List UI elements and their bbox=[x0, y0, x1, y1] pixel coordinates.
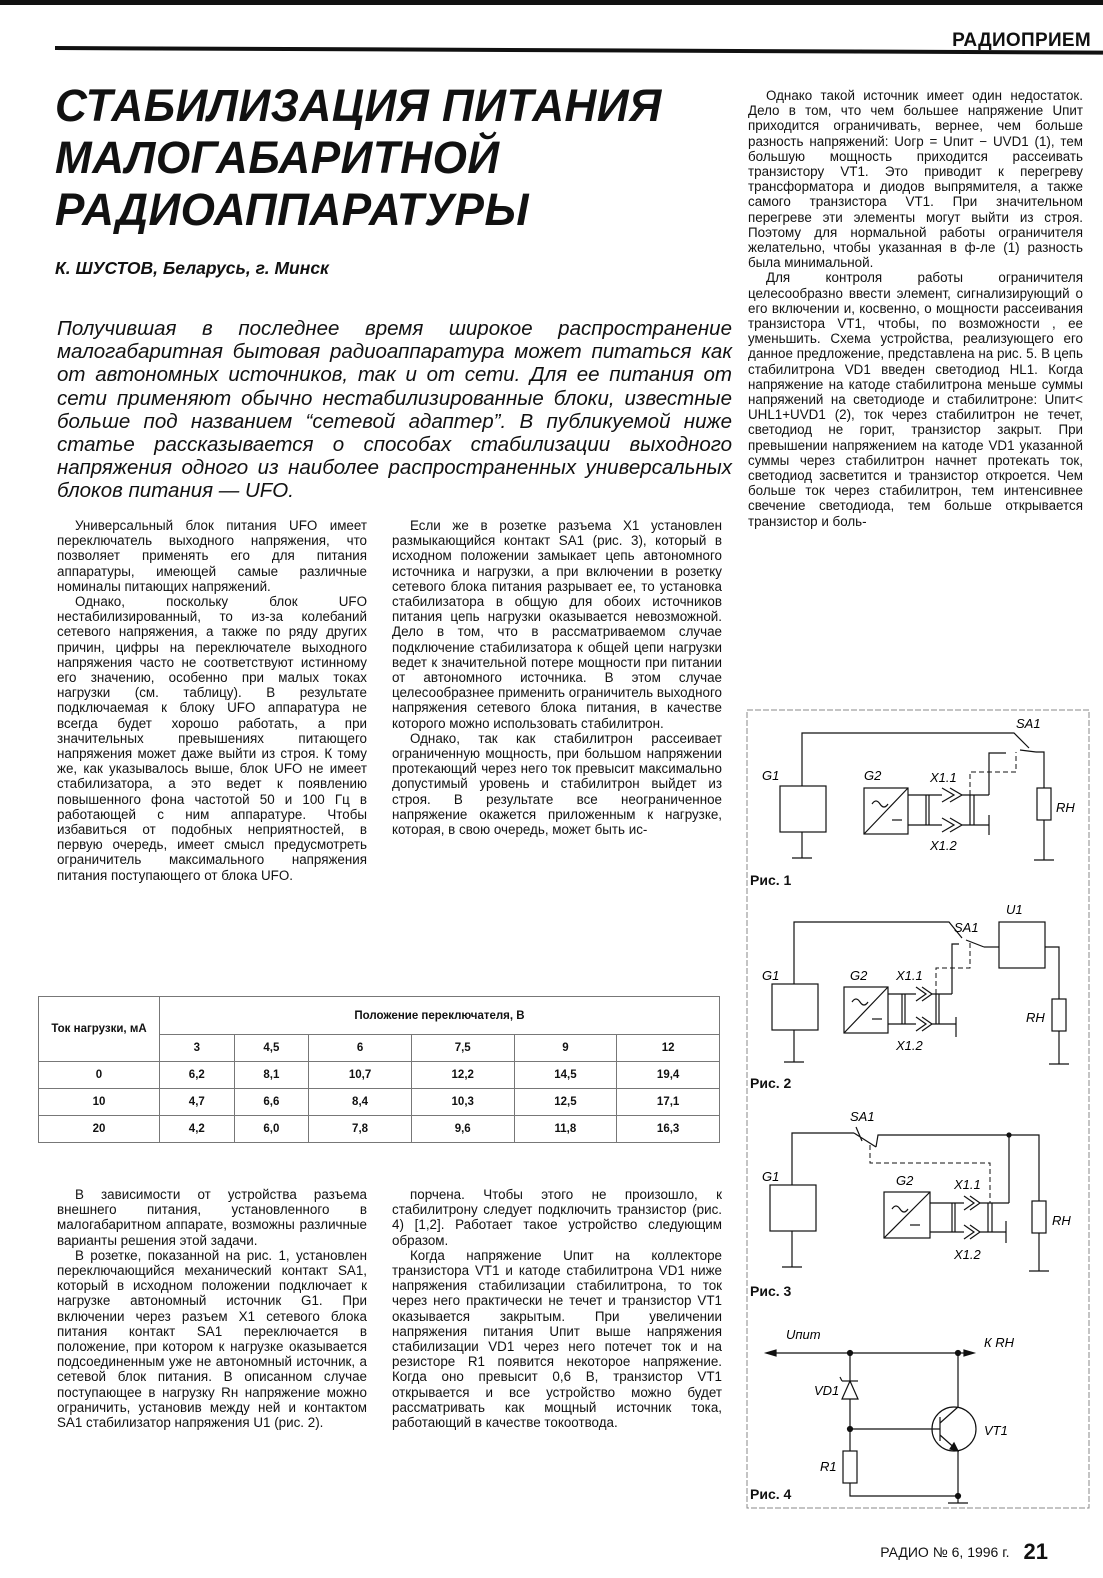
figure-caption: Рис. 1 bbox=[750, 872, 792, 888]
title-line: РАДИОАППАРАТУРЫ bbox=[55, 184, 530, 235]
cell: 8,4 bbox=[309, 1089, 412, 1116]
cell-current: 10 bbox=[39, 1089, 160, 1116]
label-x12: X1.2 bbox=[930, 838, 957, 853]
cell: 19,4 bbox=[617, 1062, 720, 1089]
figure-2 bbox=[744, 892, 1092, 1092]
circuit-diagram-2 bbox=[744, 892, 1092, 1092]
cell: 16,3 bbox=[617, 1116, 720, 1143]
label-g1: G1 bbox=[762, 1169, 780, 1184]
label-rn: RН bbox=[1056, 800, 1075, 815]
column-5 bbox=[392, 1187, 722, 1430]
paragraph: В зависимости от устройства разъема внешнего питания, установленного в малогабаритном аппарате, возможны различные варианты решения этой задачи. bbox=[57, 1187, 367, 1248]
cell: 9,6 bbox=[411, 1116, 514, 1143]
cell: 6,2 bbox=[160, 1062, 235, 1089]
column-header: 3 bbox=[160, 1035, 235, 1062]
rubric-rule bbox=[55, 46, 1103, 55]
column-group-header: Положение переключателя, В bbox=[160, 997, 720, 1035]
cell: 6,0 bbox=[234, 1116, 309, 1143]
circuit-diagram-4 bbox=[744, 1303, 1092, 1508]
title-line: МАЛОГАБАРИТНОЙ bbox=[55, 132, 500, 183]
author-byline: К. ШУСТОВ, Беларусь, г. Минск bbox=[55, 258, 329, 278]
cell: 7,8 bbox=[309, 1116, 412, 1143]
article-title bbox=[55, 80, 741, 236]
label-x12: X1.2 bbox=[954, 1247, 981, 1262]
paragraph: Однако, так как стабилитрон рассеивает ограниченную мощность, при большом напряжении протекающий через него ток превысит максимально допустимый уровень и стабилитрон выйдет из строя. В результате все неограниченное напряжение окажется приложенным к нагрузке, которая, в свою очередь, может быть ис- bbox=[392, 730, 722, 838]
label-r1: R1 bbox=[820, 1459, 837, 1474]
cell: 17,1 bbox=[617, 1089, 720, 1116]
voltage-table bbox=[38, 996, 720, 1143]
page-footer bbox=[880, 1539, 1048, 1565]
column-1 bbox=[57, 518, 367, 883]
cell: 4,2 bbox=[160, 1116, 235, 1143]
label-sa1: SA1 bbox=[850, 1109, 875, 1124]
label-krn: К RН bbox=[984, 1335, 1015, 1350]
label-rn: RН bbox=[1026, 1010, 1045, 1025]
figure-caption: Рис. 4 bbox=[750, 1486, 792, 1502]
cell: 12,5 bbox=[514, 1089, 617, 1116]
label-u1: U1 bbox=[1006, 902, 1023, 917]
section-rubric: РАДИОПРИЕМ bbox=[952, 30, 1091, 51]
lead-paragraph: Получившая в последнее время широкое распространение малогабаритная бытовая радиоаппаратура может питаться как от автономных источников, так и от сети. Для ее питания от сети применяют обычно нестабилизированные блоки, известные больше под названием “сетевой адаптер”. В публикуемой ниже статье рассказывается о способах стабилизации выходного напряжения одного из наиболее распространенных универсальных блоков питания — UFO. bbox=[57, 317, 732, 503]
label-g2: G2 bbox=[896, 1173, 914, 1188]
column-header: 4,5 bbox=[234, 1035, 309, 1062]
column-3 bbox=[748, 88, 1083, 529]
paragraph: Однако такой источник имеет один недостаток. Дело в том, что чем большее напряжение Uпит приходится ограничивать, вернее, чем больше разность напряжений: Uогр = Uпит − UVD1 (1), тем большую мощность приходится рассеивать транзистору VT1. Это приводит к перегреву трансформатора и диодов выпрямителя, а также самого транзистора VT1. При значительном перегреве эти элементы могут выйти из строя. Поэтому для нормальной работы ограничителя желательно, чтобы указанная в ф-ле (1) разность была минимальной. bbox=[748, 88, 1083, 271]
circuit-diagram-3 bbox=[744, 1097, 1092, 1297]
cell: 14,5 bbox=[514, 1062, 617, 1089]
paragraph: Универсальный блок питания UFO имеет переключатель выходного напряжения, что позволяет применять его для питания аппаратуры, имеющей самые различные номиналы питающих напряжений. bbox=[57, 518, 367, 594]
table-row bbox=[39, 1089, 720, 1116]
cell: 10,7 bbox=[309, 1062, 412, 1089]
paragraph: порчена. Чтобы этого не произошло, к стабилитрону следует подключить транзистор (рис. 4) [1,2]. Работает такое устройство следующим образом. bbox=[392, 1187, 722, 1248]
figure-caption: Рис. 3 bbox=[750, 1283, 792, 1299]
paragraph: Когда напряжение Uпит на коллекторе транзистора VT1 и катоде стабилитрона VD1 ниже напряжения стабилизации стабилитрона, то ток через него практически не течет и транзистор VT1 оказывается закрытым. При увеличении напряжения питания Uпит выше напряжения стабилизации VD1 через него потечет ток и на резисторе R1 появится некоторое напряжение. Когда оно превысит 0,6 В, транзистор VT1 открывается и все устройство можно будет рассматривать как мощный источник тока, работающий в качестве токоотвода. bbox=[392, 1247, 722, 1431]
figure-4 bbox=[744, 1303, 1092, 1508]
label-x11: X1.1 bbox=[954, 1177, 981, 1192]
figure-3 bbox=[744, 1097, 1092, 1297]
table-row bbox=[39, 1116, 720, 1143]
paragraph: Однако, поскольку блок UFO нестабилизированный, то из-за колебаний сетевого напряжения, а также по ряду других причин, цифры на переключателе выходного напряжения часто не соответствуют истинному его значению, особенно при малых токах нагрузки (см. таблицу). В результате подключаемая к блоку UFO аппаратура не всегда будет хорошо работать, а при значительных превышениях питающего напряжения может даже выйти из строя. К тому же, как указывалось выше, блок UFO не имеет стабилизатора, а это ведет к появлению повышенного фона частотой 50 и 100 Гц в работающей с ним аппаратуре. Чтобы избавиться от подобных неприятностей, в первую очередь, имеет смысл предусмотреть ограничитель максимального напряжения питания поступающего от блока UFO. bbox=[57, 594, 367, 883]
title-line: СТАБИЛИЗАЦИЯ ПИТАНИЯ bbox=[55, 80, 662, 131]
figure-1 bbox=[744, 700, 1092, 890]
figures-panel bbox=[744, 700, 1092, 1510]
label-x11: X1.1 bbox=[896, 968, 923, 983]
cell: 8,1 bbox=[234, 1062, 309, 1089]
label-g2: G2 bbox=[864, 768, 882, 783]
paragraph: Если же в розетке разъема X1 установлен размыкающийся контакт SA1 (рис. 3), который в исходном положении замыкает цепь автономного источника и нагрузки, а при включении в розетку сетевого блока питания разрывает ее, то установка стабилизатора в общую для обоих источников питания цепь нагрузки оказывается невозможной. Дело в том, что в рассматриваемом случае подключение стабилизатора к общей цепи нагрузки ведет к значительной потере мощности при питании от автономного источника. В этом случае целесообразнее применить ограничитель выходного напряжения сетевого блока питания, в качестве которого можно использовать стабилитрон. bbox=[392, 518, 722, 731]
label-vd1: VD1 bbox=[814, 1383, 840, 1398]
circuit-diagram-1 bbox=[744, 700, 1092, 890]
cell: 11,8 bbox=[514, 1116, 617, 1143]
cell: 12,2 bbox=[411, 1062, 514, 1089]
label-x11: X1.1 bbox=[930, 770, 957, 785]
paragraph: В розетке, показанной на рис. 1, установлен переключающийся механический контакт SA1, который в исходном положении подключает к нагрузке автономный источник G1. При включении через разъем X1 сетевого блока питания контакт SA1 переключается в положение, при котором к нагрузке оказывается подсоединенным уже не автономный источник, а сетевой блок питания. В описанном случае поступающее в нагрузку Rн напряжение можно ограничить, установив между ней и контактом SA1 стабилизатор напряжения U1 (рис. 2). bbox=[57, 1247, 367, 1431]
column-header: 12 bbox=[617, 1035, 720, 1062]
label-sa1: SA1 bbox=[1016, 716, 1041, 731]
column-4 bbox=[57, 1187, 367, 1430]
label-vt1: VT1 bbox=[984, 1423, 1008, 1438]
cell: 6,6 bbox=[234, 1089, 309, 1116]
figure-caption: Рис. 2 bbox=[750, 1075, 792, 1091]
column-header: 9 bbox=[514, 1035, 617, 1062]
row-header: Ток нагрузки, мА bbox=[39, 997, 160, 1062]
top-border bbox=[0, 0, 1103, 5]
cell: 4,7 bbox=[160, 1089, 235, 1116]
label-g2: G2 bbox=[850, 968, 868, 983]
cell: 10,3 bbox=[411, 1089, 514, 1116]
column-2 bbox=[392, 518, 722, 837]
label-rn: RН bbox=[1052, 1213, 1071, 1228]
column-header: 7,5 bbox=[411, 1035, 514, 1062]
page-number: 21 bbox=[1023, 1539, 1048, 1564]
journal-issue: РАДИО № 6, 1996 г. bbox=[880, 1544, 1010, 1560]
label-upit: Uпит bbox=[786, 1327, 821, 1342]
label-g1: G1 bbox=[762, 768, 780, 783]
label-x12: X1.2 bbox=[896, 1038, 923, 1053]
cell-current: 20 bbox=[39, 1116, 160, 1143]
column-header: 6 bbox=[309, 1035, 412, 1062]
label-g1: G1 bbox=[762, 968, 780, 983]
cell-current: 0 bbox=[39, 1062, 160, 1089]
label-sa1: SA1 bbox=[954, 920, 979, 935]
paragraph: Для контроля работы ограничителя целесообразно ввести элемент, сигнализирующий о его включении и, косвенно, о мощности рассеивания транзистора VT1, чтобы, по возможности , ее уменьшить. Схема устройства, реализующего его данное предложение, представлена на рис. 5. В цепь стабилитрона VD1 введен светодиод HL1. Когда напряжение на катоде стабилитрона меньше суммы напряжений на светодиоде и стабилитроне: Uпит< UHL1+UVD1 (2), ток через стабилитрон не течет, светодиод не горит, транзистор закрыт. При превышении напряжением на катоде VD1 указанной суммы через стабилитрон начнет протекать ток, светодиод засветится и транзистор откроется. Чем больше ток через стабилитрон, тем интенсивнее свечение светодиода, тем больше открывается транзистор и боль- bbox=[748, 270, 1083, 529]
table-row bbox=[39, 1062, 720, 1089]
